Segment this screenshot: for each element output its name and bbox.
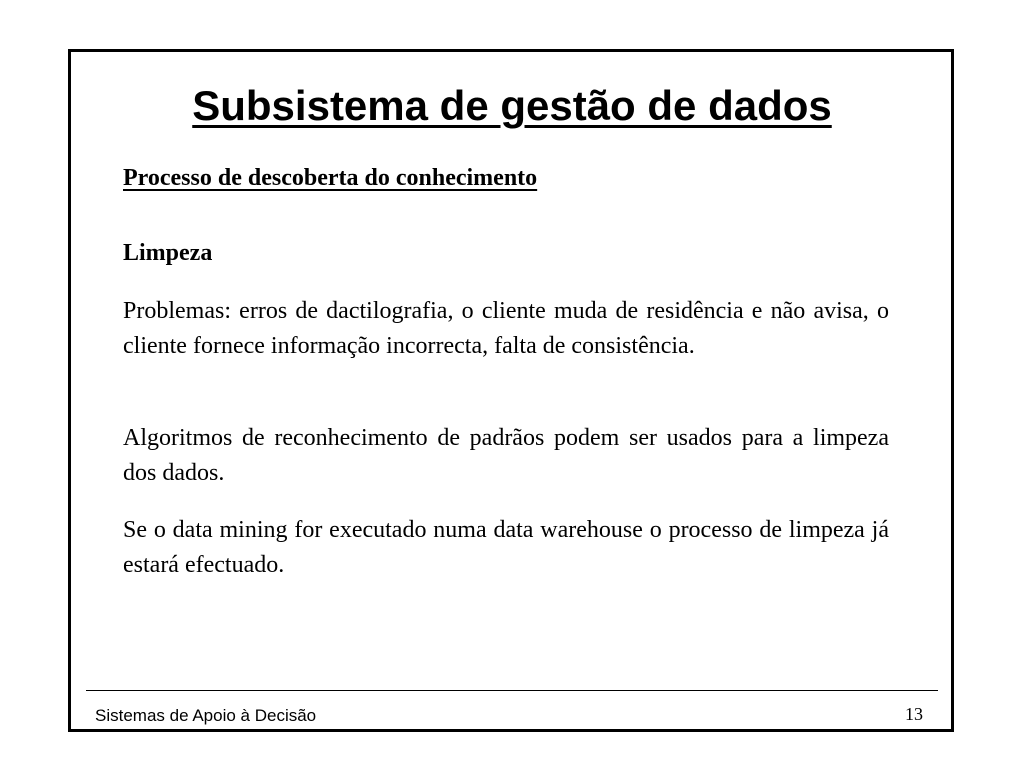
- slide-subtitle-text: Processo de descoberta do conhecimento: [123, 165, 538, 191]
- section-heading: Limpeza: [123, 240, 213, 266]
- slide-frame: [68, 49, 954, 732]
- footer-divider: [86, 690, 938, 691]
- paragraph-algorithms: Algoritmos de reconhecimento de padrãos podem ser usados para a limpeza dos dados.: [123, 425, 889, 486]
- slide-title: [0, 80, 1024, 132]
- paragraph-problems: Problemas: erros de dactilografia, o cliente muda de residência e não avisa, o cliente fornece informação incorrecta, falta de consistência.: [123, 298, 889, 359]
- paragraph-data-mining: Se o data mining for executado numa data warehouse o processo de limpeza já estará efectuado.: [123, 517, 889, 578]
- footer-page-number: 13: [905, 704, 923, 724]
- slide-subtitle: [123, 162, 889, 194]
- footer-course-name: Sistemas de Apoio à Decisão: [95, 706, 317, 725]
- slide-title-text: Subsistema de gestão de dados: [192, 82, 832, 129]
